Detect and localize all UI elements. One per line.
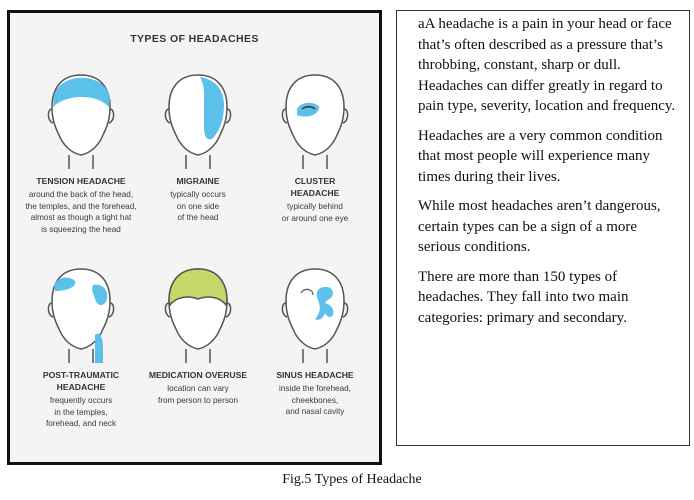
migraine-panel <box>139 69 257 224</box>
head-cluster-icon <box>275 69 355 171</box>
headache-description: typically occurs on one side of the head <box>170 190 226 223</box>
cluster-headache-panel <box>256 69 374 224</box>
headache-description: typically behind or around one eye <box>281 202 349 223</box>
headache-name: MEDICATION OVERUSE <box>148 370 248 380</box>
head-tension-icon <box>41 69 121 171</box>
head-migraine-icon <box>158 69 238 171</box>
headache-name: CLUSTER HEADACHE <box>290 176 340 198</box>
headache-name: POST-TRAUMATIC HEADACHE <box>42 370 120 392</box>
figure-title: TYPES OF HEADACHES <box>130 33 259 45</box>
headache-name: TENSION HEADACHE <box>36 176 126 186</box>
paragraph: aA headache is a pain in your head or face that’s often described as a pressure that’s throbbing, constant, sharp or dull. Headaches can differ greatly in regard to pain type, severity, location and frequency. <box>418 16 676 114</box>
headache-name: SINUS HEADACHE <box>276 370 354 380</box>
medication-overuse-panel <box>139 263 257 406</box>
head-post-traumatic-icon <box>41 263 121 365</box>
headache-description: inside the forehead, cheekbones, and nasal cavity <box>279 384 351 417</box>
figure-caption: Fig.5 Types of Headache <box>282 472 422 487</box>
head-sinus-icon <box>275 263 355 365</box>
headache-description-textbox <box>396 10 690 446</box>
headache-types-figure <box>7 10 382 465</box>
head-medication-overuse-icon <box>158 263 238 365</box>
paragraph: Headaches are a very common condition that most people will experience many times during their lives. <box>418 127 663 185</box>
paragraph: While most headaches aren’t dangerous, certain types can be a sign of a more serious conditions. <box>418 198 661 255</box>
post-traumatic-headache-panel <box>22 263 140 430</box>
headache-description: around the back of the head, the temples, and the forehead, almost as though a tight hat is squeezing the head <box>25 190 137 234</box>
tension-headache-panel <box>22 69 140 235</box>
headache-description: location can vary from person to person <box>157 384 239 405</box>
paragraph: There are more than 150 types of headaches. They fall into two main categories: primary and secondary. <box>418 268 629 326</box>
headache-name: MIGRAINE <box>176 176 220 186</box>
sinus-headache-panel <box>256 263 374 418</box>
headache-description: frequently occurs in the temples, forehead, and neck <box>45 396 117 429</box>
